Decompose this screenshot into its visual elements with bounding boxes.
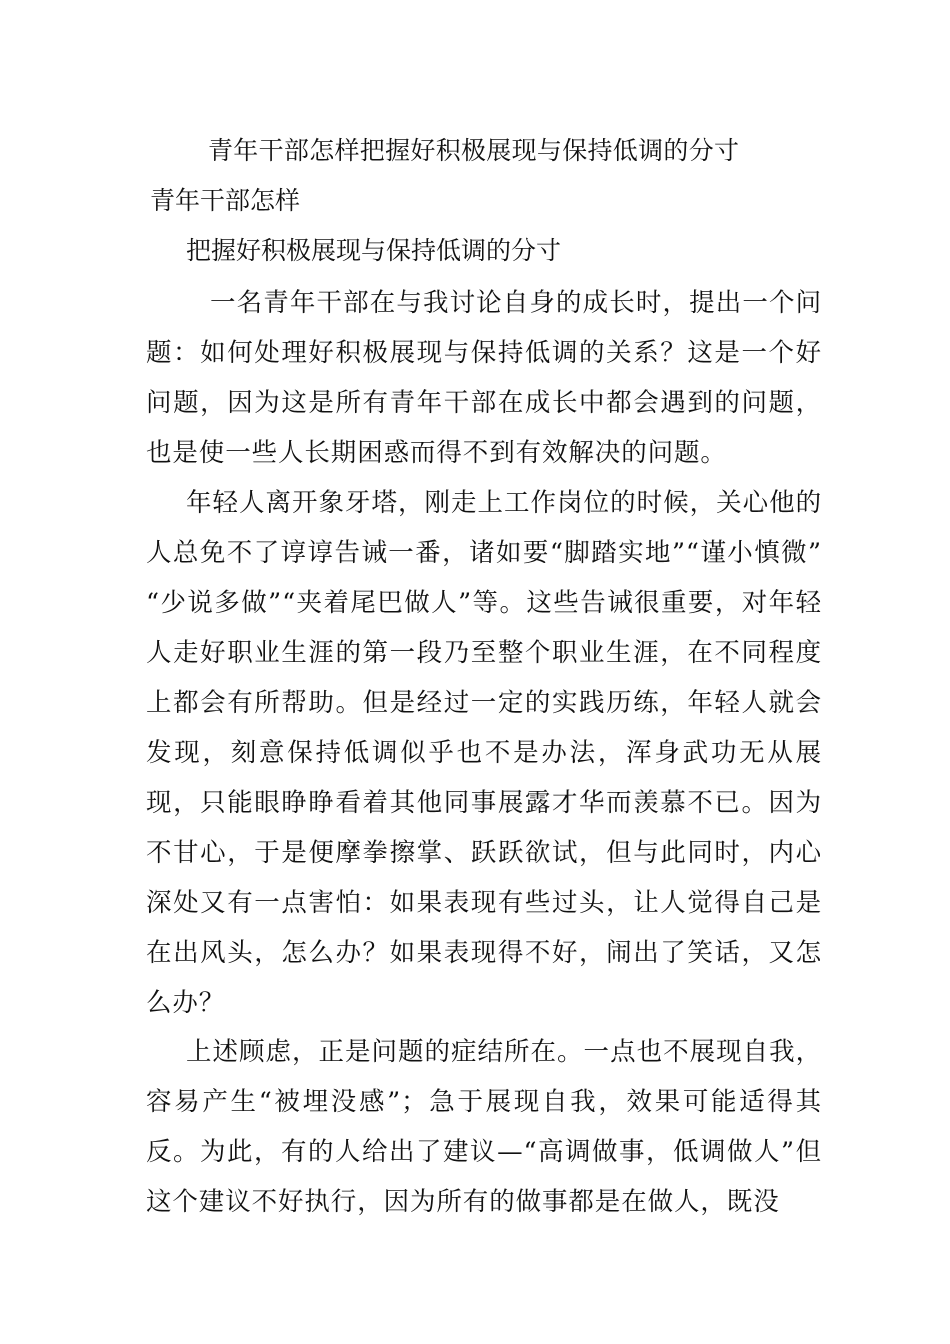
body-paragraph: 年轻人离开象牙塔，刚走上工作岗位的时候，关心他的人总免不了谆谆告诫一番，诸如要“脚踏实地”“谨小慎微” “少说多做”“夹着尾巴做人”等。这些告诫很重要，对年轻人走好职业生涯的第一段乃至整个职业生涯，在不同程度上都会有所帮助。但是经过一定的实践历练，年轻人就会发现，刻意保持低调似乎也不是办法，浑身武功无从展现，只能眼睁睁看着其他同事展露才华而羡慕不已。因为不甘心，于是便摩拳擦掌、跃跃欲试，但与此同时，内心深处又有一点害怕：如果表现有些过头，让人觉得自己是在出风头，怎么办？如果表现得不好，闹出了笑话，又怎么办？ xyxy=(146,488,822,1018)
body-paragraph: 一名青年干部在与我讨论自身的成长时，提出一个问题：如何处理好积极展现与保持低调的关系？这是一个好问题，因为这是所有青年干部在成长中都会遇到的问题，也是使一些人长期困惑而得不到有效解决的问题。 xyxy=(146,288,822,468)
body-paragraph-3-block xyxy=(146,1027,822,1227)
subtitle-line-1: 青年干部怎样 xyxy=(150,186,301,215)
subtitle-line-2: 把握好积极展现与保持低调的分寸 xyxy=(186,236,562,265)
document-title: 青年干部怎样把握好积极展现与保持低调的分寸 xyxy=(208,136,740,165)
body-paragraph: 上述顾虑，正是问题的症结所在。一点也不展现自我，容易产生“被埋没感”；急于展现自我，效果可能适得其反。为此，有的人给出了建议—“高调做事，低调做人”但这个建议不好执行，因为所有的做事都是在做人，既没 xyxy=(146,1037,822,1217)
body-paragraph-1-block xyxy=(146,278,822,478)
body-paragraph-2-block xyxy=(146,478,822,1028)
